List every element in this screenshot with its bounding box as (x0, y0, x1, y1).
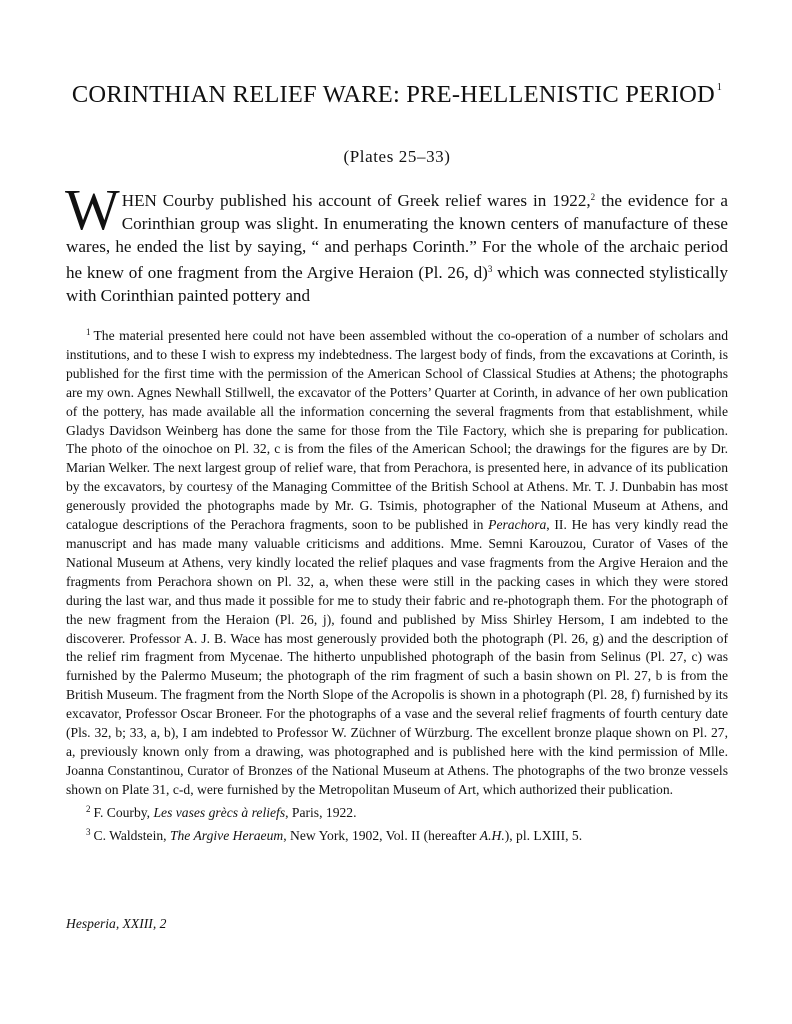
footnote-1-text-a: The material presented here could not have been assembled without the co-operation of a number of scholars and institutions, and to these I wish to express my indebtedness. The largest body of finds, from the excavations at Corinth, is published for the first time with the permission of the American School of Classical Studies at Athens; the photographs are my own. Agnes Newhall Stillwell, the excavator of the Potters’ Quarter at Corinth, in advance of her own publication of the pottery, has made available all the information concerning the several fragments from that establishment, while Gladys Davidson Weinberg has done the same for those from the Tile Factory, which she is preparing for publication. The photo of the oinochoe on Pl. 32, c is from the files of the American School; the drawings for the figures are by Dr. Marian Welker. The next largest group of relief ware, that from Perachora, is presented here, in advance of its publication by the excavators, by courtesy of the Managing Committee of the British School at Athens. Mr. T. J. Dunbabin has most generously provided the photographs made by Mr. G. Tsimis, photographer of the National Museum at Athens, and catalogue descriptions of the Perachora fragments, soon to be published in (66, 328, 728, 533)
article-title (66, 72, 728, 111)
drop-cap: W (65, 177, 117, 242)
footnote-3 (66, 823, 728, 846)
body-segment-2: the evidence for a Corinthian group was slight. In enumerating the known centers of manufacture of these wares, he ended the list by saying, “ and perhaps Corinth.” For the whole of the archaic period he knew of one fragment from the Argive Heraion (Pl. 26, d) (66, 191, 728, 282)
footnote-2-text-a: F. Courby, (93, 804, 154, 820)
footnote-3-italic: The Argive Heraeum (169, 827, 284, 843)
footnote-2-text-b: , Paris, 1922. (285, 804, 357, 820)
footnote-1-italic: Perachora (488, 517, 547, 533)
footnote-1-text-b: , II. He has very kindly read the manuscript and has made many valuable criticisms and additions. Mme. Semni Karouzou, Curator of Vases of the National Museum at Athens, very kindly located the relief plaques and vase fragments from the Argive Heraion and the fragments from Perachora shown on Pl. 32, a, when these were still in the packing cases in which they were stored during the last war, and thus made it possible for me to study their fabric and re-photograph them. For the photograph of the new fragment from the Heraion (Pl. 26, j), found and published by Miss Shirley Hersom, I am indebted to the discoverer. Professor A. J. B. Wace has most generously provided both the photograph (Pl. 26, g) and the description of the relief rim fragment from Mycenae. The hitherto unpublished photograph of the basin from Selinus (Pl. 27, c) was furnished by the Palermo Museum; the photograph of the rim fragment of such a basin shown on Pl. 27, b is from the British Museum. The fragment from the North Slope of the Acropolis is shown in a photograph (Pl. 28, f) furnished by its excavator, Professor Oscar Broneer. For the photographs of a vase and the several relief fragments of fourth century date (Pls. 32, b; 33, a, b), I am indebted to Professor W. Züchner of Würzburg. The excellent bronze plaque shown on Pl. 27, a, previously known only from a drawing, was photographed and is published here with the kind permission of Mlle. Joanna Constantinou, Curator of Bronzes of the National Museum at Athens. The photographs of the two bronze vessels shown on Plate 31, c-d, were furnished by the Metropolitan Museum of Art, which authorized their publication. (66, 517, 728, 797)
footnote-2 (66, 800, 728, 823)
title-footnote-ref: 1 (716, 82, 723, 93)
footnote-3-text-a: C. Waldstein, (93, 827, 170, 843)
body-segment-1: HEN Courby published his account of Greek relief wares in 1922, (121, 191, 591, 210)
footnote-2-italic: Les vases grècs à reliefs (153, 804, 286, 820)
footnote-1-number: 1 (86, 327, 91, 337)
article-title-text: CORINTHIAN RELIEF WARE: PRE-HELLENISTIC PERIOD (71, 81, 715, 108)
footnote-3-number: 3 (86, 826, 91, 837)
body-segment-3: which was connected stylistically with Corinthian painted pottery and (66, 263, 728, 305)
footnote-2-number: 2 (86, 803, 91, 814)
journal-citation: Hesperia, XXIII, 2 (66, 916, 167, 931)
page (66, 0, 728, 1024)
footnote-3-italic-2: A.H. (479, 827, 505, 843)
footnotes (66, 323, 728, 845)
footnote-ref-3: 3 (487, 264, 493, 274)
footnote-3-text-b: , New York, 1902, Vol. II (hereafter (283, 827, 480, 843)
plates-reference: (Plates 25–33) (343, 147, 451, 166)
footnote-1 (66, 323, 728, 800)
footnote-ref-2: 2 (590, 192, 596, 202)
body-text (65, 177, 728, 307)
footnote-3-text-c: ), pl. LXIII, 5. (504, 827, 583, 843)
